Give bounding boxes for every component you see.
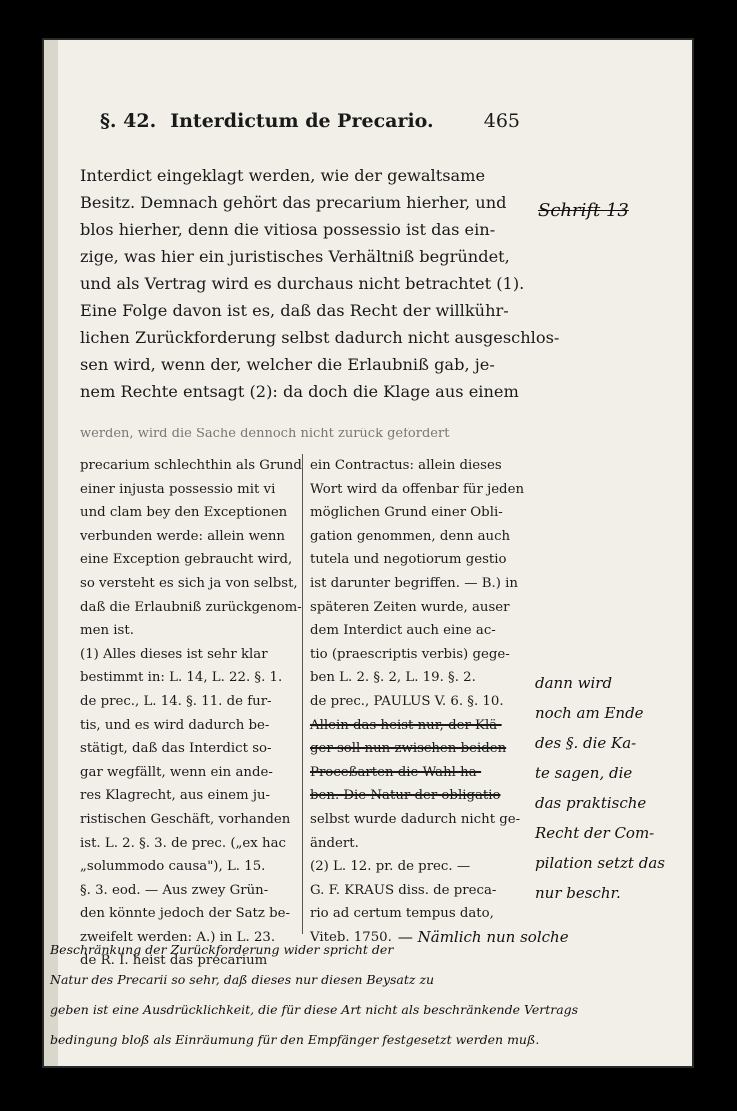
text-line: zige, was hier ein juristisches Verhältniß begründet, — [80, 247, 510, 266]
text-line: nem Rechte entsagt (2): da doch die Klage aus einem — [80, 382, 519, 401]
footnote-line: precarium schlechthin als Grund — [80, 458, 302, 473]
footnote-line: so versteht es sich ja von selbst, — [80, 575, 298, 591]
text-line: sen wird, wenn der, welcher die Erlaubniß gab, je- — [80, 355, 495, 374]
struck-line: Proceßarten die Wahl ha- — [310, 764, 482, 780]
handwritten-line: dann wird — [535, 674, 613, 692]
footnote-line: gar wegfällt, wenn ein ande- — [80, 764, 273, 780]
footnote-column-right — [310, 454, 569, 949]
text-line: und als Vertrag wird es durchaus nicht betrachtet (1). — [80, 274, 525, 293]
footnote-line: men ist. — [80, 623, 134, 639]
footnote-line: (2) L. 12. pr. de prec. — — [310, 859, 471, 875]
footnote-line: Viteb. 1750. — [310, 929, 392, 945]
text-line: Eine Folge davon ist es, daß das Recht der willkühr- — [80, 301, 509, 320]
footnote-line: dem Interdict auch eine ac- — [310, 623, 496, 639]
footnote-line: verbunden werde: allein wenn — [80, 528, 285, 544]
struck-line: ben. Die Natur der obligatio — [310, 788, 501, 804]
footnote-line: späteren Zeiten wurde, auser — [310, 599, 510, 615]
footnote-line: rio ad certum tempus dato, — [310, 906, 494, 922]
handwritten-line: Natur des Precarii so sehr, daß dieses nur diesen Beysatz zu — [50, 972, 435, 987]
handwritten-inline: — Nämlich nun solche — [397, 927, 569, 946]
footnote-line: eine Exception gebraucht wird, — [80, 552, 293, 568]
footnote-line: de prec., L. 14. §. 11. de fur- — [80, 693, 272, 709]
footnote-line: ändert. — [310, 835, 359, 851]
handwritten-line: pilation setzt das — [535, 854, 665, 872]
handwritten-line: nur beschr. — [535, 884, 621, 902]
handwritten-top-note: Schrift 13 — [538, 200, 629, 221]
footnote-line: §. 3. eod. — Aus zwey Grün- — [80, 882, 269, 898]
handwritten-line: te sagen, die — [535, 764, 633, 782]
cut-off-line: werden, wird die Sache dennoch nicht zurück gefordert — [80, 428, 450, 440]
footnote-line: daß die Erlaubniß zurückgenom- — [80, 599, 302, 615]
footnote-line: ristischen Geschäft, vorhanden — [80, 811, 291, 827]
handwritten-margin-note — [535, 668, 665, 908]
handwritten-line: Beschränkung der Zurückforderung wider spricht der — [50, 942, 394, 957]
page-edge-shadow — [44, 40, 58, 1066]
handwritten-line: noch am Ende — [535, 704, 644, 722]
footnote-line: tutela und negotiorum gestio — [310, 552, 507, 568]
footnote-line: Wort wird da offenbar für jeden — [310, 481, 525, 497]
page-title: Interdictum de Precario. — [170, 110, 434, 132]
full-width-text — [80, 162, 560, 405]
handwritten-line: geben ist eine Ausdrücklichkeit, die für diese Art nicht als beschränkende Vertrags — [50, 1002, 579, 1017]
footnote-line: möglichen Grund einer Obli- — [310, 505, 503, 521]
handwritten-line: Recht der Com- — [535, 824, 655, 842]
struck-line: ger soll nun zwischen beiden — [310, 741, 507, 757]
footnote-line: ben L. 2. §. 2, L. 19. §. 2. — [310, 670, 476, 686]
footnote-line: G. F. KRAUS diss. de preca- — [310, 882, 497, 898]
footnote-line: gation genommen, denn auch — [310, 528, 511, 544]
footnote-line: de R. I. heist das precarium — [80, 953, 268, 969]
footnote-line: bestimmt in: L. 14, L. 22. §. 1. — [80, 670, 283, 686]
footnote-line: ist darunter begriffen. — B.) in — [310, 575, 518, 591]
text-line: Besitz. Demnach gehört das precarium hierher, und — [80, 193, 507, 212]
footnote-line: res Klagrecht, aus einem ju- — [80, 788, 271, 804]
footnote-column-left — [80, 454, 302, 973]
footnote-line: stätigt, daß das Interdict so- — [80, 741, 272, 757]
footnote-line: den könnte jedoch der Satz be- — [80, 906, 290, 922]
footnote-line: (1) Alles dieses ist sehr klar — [80, 646, 268, 662]
footnote-line: einer injusta possessio mit vi — [80, 481, 276, 497]
footnote-line: tis, und es wird dadurch be- — [80, 717, 270, 733]
section-number: §. 42. — [100, 110, 157, 132]
footnote-line: „solummodo causa"), L. 15. — [80, 859, 266, 875]
text-line: blos hierher, denn die vitiosa possessio ist das ein- — [80, 220, 496, 239]
handwritten-line: bedingung bloß als Einräumung für den Empfänger festgesetzt werden muß. — [50, 1032, 540, 1047]
handwritten-line: das praktische — [535, 794, 647, 812]
handwritten-line: des §. die Ka- — [535, 734, 637, 752]
footnote-line: tio (praescriptis verbis) gege- — [310, 646, 510, 662]
column-divider — [302, 454, 303, 934]
text-line: lichen Zurückforderung selbst dadurch nicht ausgeschlos- — [80, 328, 560, 347]
footnote-line: ist. L. 2. §. 3. de prec. („ex hac — [80, 835, 286, 851]
footnote-line: zweifelt werden: A.) in L. 23. — [80, 929, 276, 945]
page-number: 465 — [483, 110, 520, 132]
footnote-line: und clam bey den Exceptionen — [80, 505, 288, 521]
footnote-line: selbst wurde dadurch nicht ge- — [310, 811, 521, 827]
page-header — [100, 110, 520, 140]
footnote-line: ein Contractus: allein dieses — [310, 458, 502, 473]
struck-line: Allein das heist nur, der Klä- — [310, 717, 502, 733]
text-line: Interdict eingeklagt werden, wie der gewaltsame — [80, 166, 486, 185]
footnote-line: de prec., PAULUS V. 6. §. 10. — [310, 693, 504, 709]
handwritten-bottom-note — [50, 935, 578, 1055]
